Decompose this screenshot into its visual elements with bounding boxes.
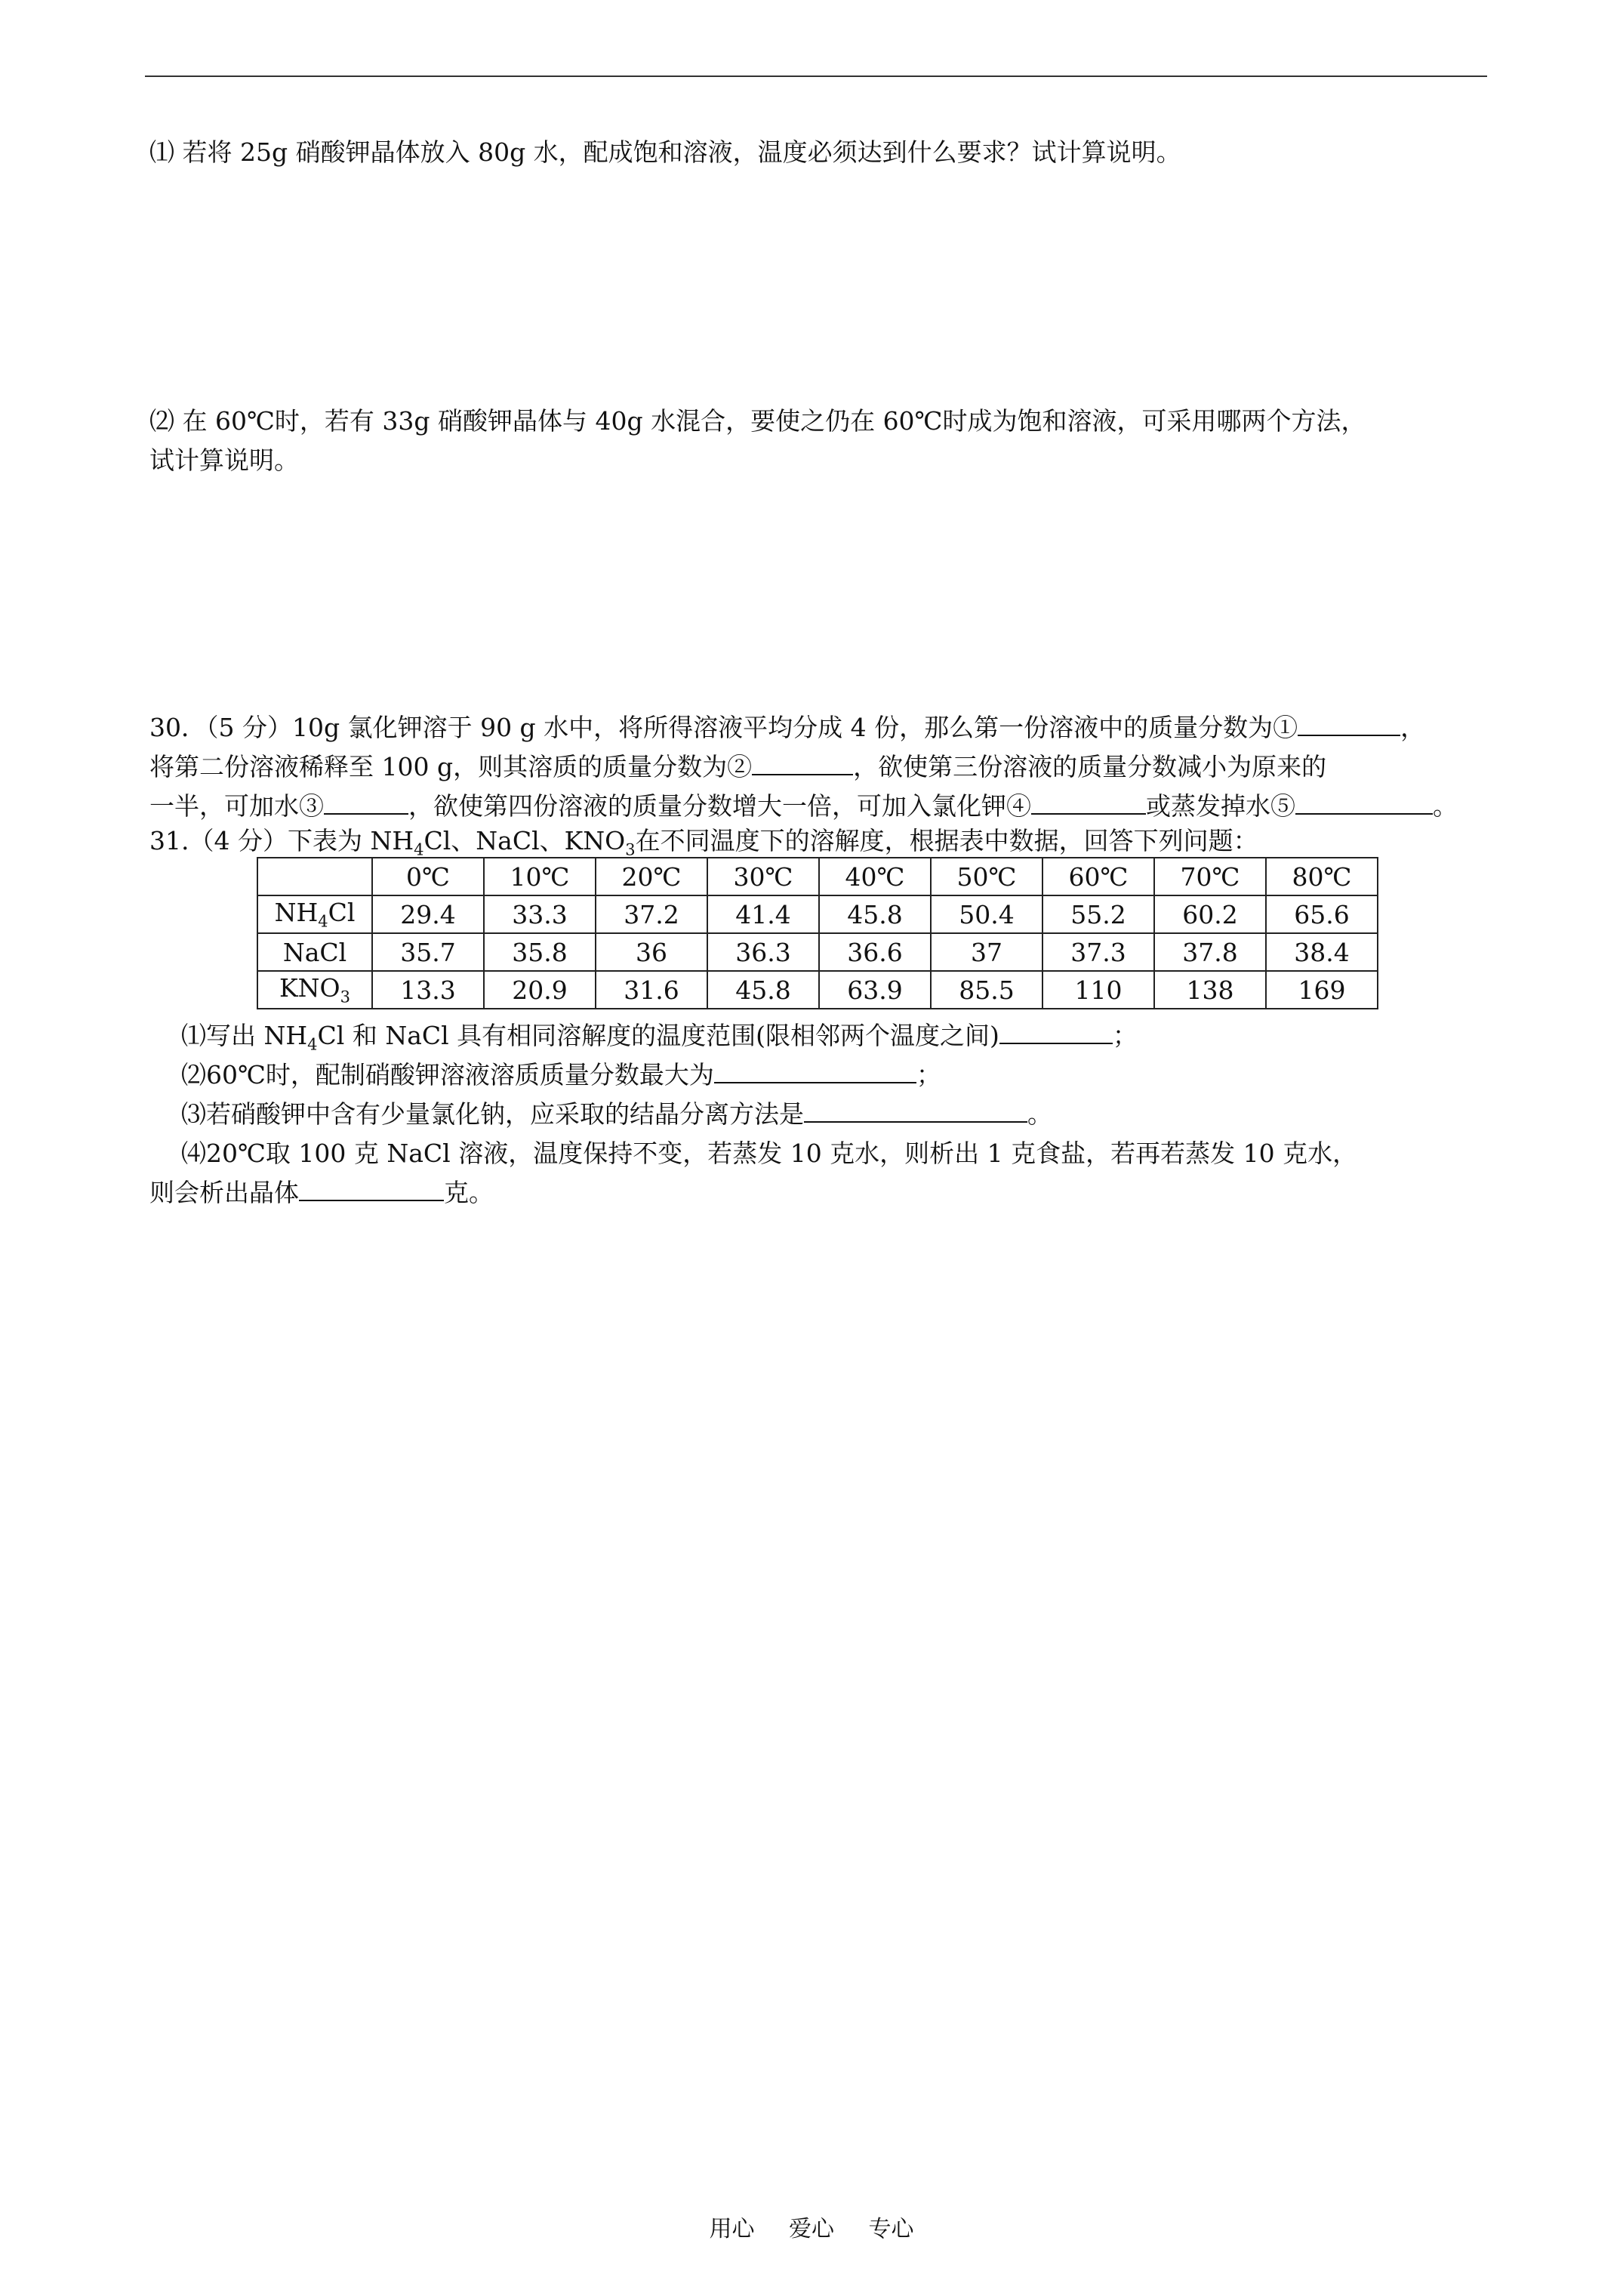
q30-line1: [149, 708, 1425, 744]
table-header-cell: 10℃: [484, 858, 596, 895]
q31-text: Cl 和 NaCl 具有相同溶解度的温度范围(限相邻两个温度之间): [317, 1021, 999, 1050]
q31-text: ；: [916, 1060, 941, 1089]
table-cell: 45.8: [819, 895, 931, 933]
q29-part2-line1: ⑵ 在 60℃时，若有 33g 硝酸钾晶体与 40g 水混合，要使之仍在 60℃时成为饱和溶液，可采用哪两个方法，: [149, 406, 1366, 436]
q30-line2: [149, 747, 1326, 783]
q31-sub1: [181, 1016, 1138, 1054]
answer-blank-8[interactable]: [804, 1100, 1027, 1123]
table-cell: 169: [1266, 971, 1378, 1009]
q31-text: 则会析出晶体: [149, 1178, 299, 1207]
answer-blank-1[interactable]: [1298, 713, 1400, 736]
row-label-text: NaCl: [282, 937, 347, 967]
table-cell: 41.4: [707, 895, 819, 933]
subscript: 3: [340, 988, 350, 1006]
header-rule: [145, 76, 1487, 77]
q30-text: 将第二份溶液稀释至 100 g，则其溶质的质量分数为②: [149, 752, 753, 781]
q30-text: 一半，可加水③: [149, 791, 324, 821]
footer-text: 专心: [868, 2216, 914, 2242]
subscript: 4: [414, 840, 424, 859]
table-row: [257, 895, 1378, 933]
table-cell: 13.3: [372, 971, 484, 1009]
subscript: 4: [318, 912, 328, 931]
answer-blank-4[interactable]: [1031, 792, 1146, 815]
table-header-cell: 70℃: [1154, 858, 1266, 895]
q31-sub2: [181, 1056, 941, 1091]
q31-text: ⑶若硝酸钾中含有少量氯化钠，应采取的结晶分离方法是: [181, 1099, 804, 1129]
page-footer: [0, 2210, 1623, 2243]
row-label-text: Cl: [328, 898, 356, 928]
q30-text: ，欲使第四份溶液的质量分数增大一倍，可加入氯化钾④: [408, 791, 1031, 821]
footer-text: 用心: [709, 2216, 755, 2242]
q31-text: ⑵60℃时，配制硝酸钾溶液溶质质量分数最大为: [181, 1060, 714, 1089]
answer-blank-6[interactable]: [999, 1022, 1113, 1044]
q29-part1: ⑴ 若将 25g 硝酸钾晶体放入 80g 水，配成饱和溶液，温度必须达到什么要求？试计算说明。: [149, 137, 1181, 167]
table-header-cell: 0℃: [372, 858, 484, 895]
table-cell: 20.9: [484, 971, 596, 1009]
table-header-cell: 80℃: [1266, 858, 1378, 895]
table-cell: 35.7: [372, 933, 484, 971]
table-cell: 138: [1154, 971, 1266, 1009]
subscript: 4: [307, 1035, 318, 1054]
footer-text: 爱心: [789, 2216, 834, 2242]
answer-blank-7[interactable]: [714, 1061, 916, 1083]
q30-text: ，: [1400, 713, 1426, 742]
table-header-cell: 60℃: [1042, 858, 1154, 895]
answer-blank-5[interactable]: [1295, 792, 1433, 815]
q30-text: ，欲使第三份溶液的质量分数减小为原来的: [853, 752, 1327, 781]
q31-intro-text: Cl、NaCl、KNO: [423, 826, 626, 855]
table-cell: 85.5: [931, 971, 1042, 1009]
table-cell: 38.4: [1266, 933, 1378, 971]
table-cell: 110: [1042, 971, 1154, 1009]
table-header-cell: 30℃: [707, 858, 819, 895]
table-cell: 36.6: [819, 933, 931, 971]
answer-blank-9[interactable]: [299, 1179, 444, 1201]
table-header-cell: [257, 858, 372, 895]
q31-text: 。: [1027, 1099, 1052, 1129]
table-cell: 36: [596, 933, 707, 971]
q30-text: 。: [1433, 791, 1458, 821]
q31-text: ；: [1112, 1021, 1138, 1050]
answer-blank-2[interactable]: [752, 753, 853, 775]
table-row: [257, 933, 1378, 971]
table-cell: 63.9: [819, 971, 931, 1009]
table-header-cell: 50℃: [931, 858, 1042, 895]
row-label-nacl: [257, 933, 372, 971]
table-header-cell: 40℃: [819, 858, 931, 895]
table-cell: 37.8: [1154, 933, 1266, 971]
subscript: 3: [625, 840, 636, 859]
q31-text: ⑴写出 NH: [181, 1021, 308, 1050]
table-cell: 29.4: [372, 895, 484, 933]
table-cell: 37.2: [596, 895, 707, 933]
q31-text: 克。: [444, 1178, 494, 1207]
row-label-kno3: [257, 971, 372, 1009]
table-cell: 35.8: [484, 933, 596, 971]
q30-text: 或蒸发掉水⑤: [1146, 791, 1295, 821]
table-cell: 45.8: [707, 971, 819, 1009]
table-cell: 33.3: [484, 895, 596, 933]
row-label-text: KNO: [279, 973, 340, 1003]
q31-intro-text: 在不同温度下的溶解度，根据表中数据，回答下列问题：: [635, 826, 1258, 855]
q31-sub4-line2: [149, 1173, 494, 1209]
table-row: [257, 971, 1378, 1009]
solubility-table: [257, 857, 1378, 1009]
table-cell: 37: [931, 933, 1042, 971]
table-cell: 65.6: [1266, 895, 1378, 933]
row-label-text: NH: [274, 898, 319, 928]
q31-intro: [149, 821, 1258, 859]
q30-text: 30．（5 分）10g 氯化钾溶于 90 g 水中，将所得溶液平均分成 4 份，那么第一份溶液中的质量分数为①: [149, 713, 1298, 742]
answer-blank-3[interactable]: [324, 792, 408, 815]
row-label-nh4cl: [257, 895, 372, 933]
q29-part2-line2: 试计算说明。: [149, 445, 299, 475]
table-header-cell: 20℃: [596, 858, 707, 895]
q30-line3: [149, 787, 1458, 822]
table-cell: 37.3: [1042, 933, 1154, 971]
table-header-row: [257, 858, 1378, 895]
table-cell: 36.3: [707, 933, 819, 971]
table-cell: 55.2: [1042, 895, 1154, 933]
q31-sub3: [181, 1095, 1052, 1130]
table-cell: 60.2: [1154, 895, 1266, 933]
q31-intro-text: 31.（4 分）下表为 NH: [149, 826, 414, 855]
q31-sub4-line1: ⑷20℃取 100 克 NaCl 溶液，温度保持不变，若蒸发 10 克水，则析出 1 克食盐，若再若蒸发 10 克水，: [181, 1139, 1358, 1168]
table-cell: 50.4: [931, 895, 1042, 933]
table-cell: 31.6: [596, 971, 707, 1009]
